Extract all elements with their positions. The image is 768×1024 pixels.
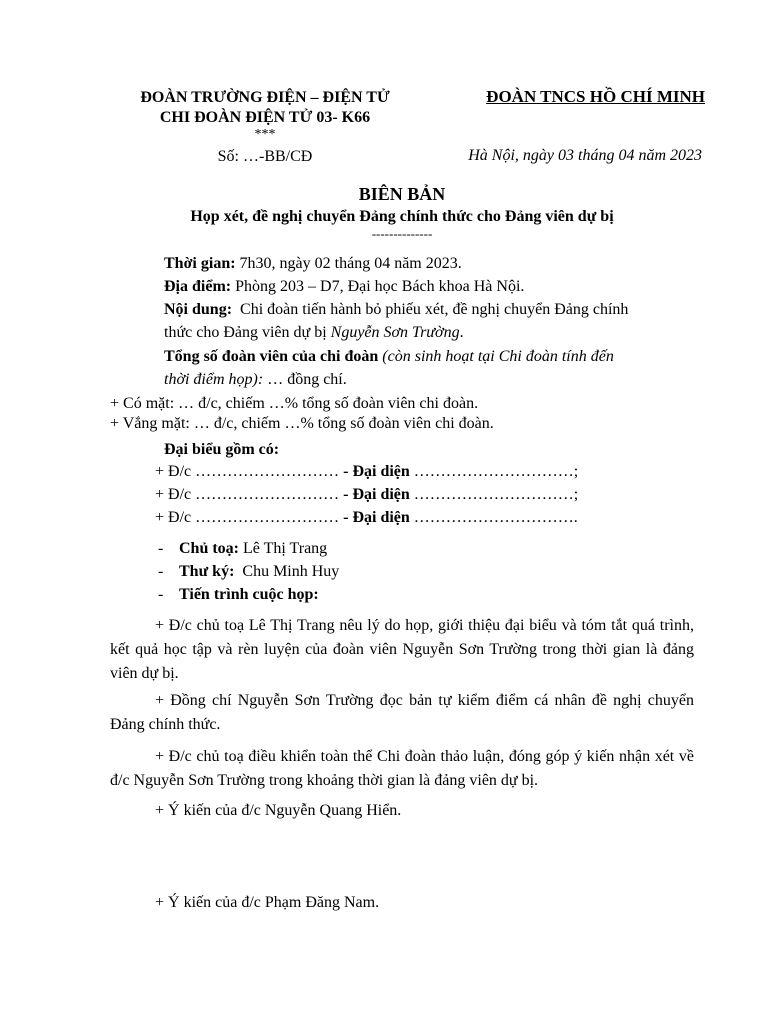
delegate-mid: - Đại diện [343, 486, 410, 503]
secretary-value: Chu Minh Huy [242, 563, 340, 580]
progress-label: Tiến trình cuộc họp: [179, 586, 319, 603]
total-note-1: (còn sinh hoạt tại Chi đoàn tính đến [382, 348, 614, 365]
place-date: Hà Nội, ngày 03 tháng 04 năm 2023 [468, 147, 702, 164]
chair-label: Chủ toạ: [179, 540, 240, 557]
content-label: Nội dung: [164, 301, 233, 318]
secretary-line [179, 562, 339, 581]
secretary-label: Thư ký: [179, 563, 235, 580]
total-line-1 [164, 347, 614, 366]
chair-line [179, 539, 327, 558]
delegate-row [155, 508, 578, 527]
content-line-1 [164, 300, 628, 319]
place-label: Địa điểm: [164, 278, 232, 295]
title-rule: -------------- [371, 226, 433, 241]
absent-line: + Vắng mặt: … đ/c, chiếm …% tổng số đoàn viên chi đoàn. [110, 415, 494, 432]
org-left-line-1: ĐOÀN TRƯỜNG ĐIỆN – ĐIỆN TỬ [140, 89, 390, 106]
total-value: … đồng chí. [267, 371, 347, 388]
delegate-prefix: + Đ/c ……………………… [155, 509, 344, 526]
place-line [164, 277, 524, 296]
doc-title: BIÊN BẢN [358, 184, 446, 204]
dash: - [158, 563, 164, 580]
org-left-line-2: CHI ĐOÀN ĐIỆN TỬ 03- K66 [159, 109, 371, 126]
body-paragraph-3 [110, 745, 694, 793]
time-line [164, 254, 462, 273]
delegate-row [155, 462, 578, 481]
total-note-2: thời điểm họp): [164, 371, 264, 388]
body-paragraph-1-text: + Đ/c chủ toạ Lê Thị Trang nêu lý do họp, giới thiệu đại biểu và tóm tắt quá trình, kết quả học tập và rèn luyện của đoàn viên Nguyễn Sơn Trường trong thời gian là đảng viên dự bị. [110, 617, 694, 682]
dash: - [158, 586, 164, 603]
org-right: ĐOÀN TNCS HỒ CHÍ MINH [486, 87, 705, 106]
content-value-1: Chi đoàn tiến hành bỏ phiếu xét, đề nghị chuyển Đảng chính [240, 301, 629, 318]
time-label: Thời gian: [164, 255, 236, 272]
body-paragraph-2-text: + Đồng chí Nguyễn Sơn Trường đọc bản tự kiểm điểm cá nhân đề nghị chuyển Đảng chính thức. [110, 692, 694, 733]
content-value-2: thức cho Đảng viên dự bị [164, 324, 327, 341]
total-label: Tổng số đoàn viên của chi đoàn [164, 348, 379, 365]
chair-value: Lê Thị Trang [243, 540, 328, 557]
body-paragraph-1 [110, 614, 694, 686]
body-paragraph-3-text: + Đ/c chủ toạ điều khiển toàn thể Chi đoàn thảo luận, đóng góp ý kiến nhận xét về đ/c Nguyễn Sơn Trường trong khoảng thời gian là đảng viên dự bị. [110, 748, 694, 789]
present-line: + Có mặt: … đ/c, chiếm …% tổng số đoàn viên chi đoàn. [110, 395, 479, 412]
doc-subtitle: Họp xét, đề nghị chuyển Đảng chính thức cho Đảng viên dự bị [190, 208, 614, 225]
dash: - [158, 540, 164, 557]
time-value: 7h30, ngày 02 tháng 04 năm 2023. [239, 255, 462, 272]
delegate-row [155, 485, 578, 504]
delegate-suffix: …………………………. [409, 509, 578, 526]
content-name: Nguyễn Sơn Trường [330, 324, 460, 341]
delegate-mid: - Đại diện [343, 463, 410, 480]
document-number: Số: …-BB/CĐ [217, 148, 313, 165]
delegate-suffix: …………………………; [409, 463, 579, 480]
body-paragraph-2 [110, 689, 694, 737]
content-end: . [459, 324, 464, 341]
content-line-2 [164, 323, 464, 342]
body-paragraph-5: + Ý kiến của đ/c Phạm Đăng Nam. [155, 894, 380, 911]
delegates-label: Đại biểu gồm có: [164, 441, 280, 458]
delegate-prefix: + Đ/c ……………………… [155, 486, 344, 503]
place-value: Phòng 203 – D7, Đại học Bách khoa Hà Nội. [235, 278, 525, 295]
body-paragraph-4: + Ý kiến của đ/c Nguyễn Quang Hiển. [155, 802, 402, 819]
delegate-suffix: …………………………; [409, 486, 579, 503]
header-stars: *** [254, 127, 276, 142]
delegate-mid: - Đại diện [343, 509, 410, 526]
total-line-2 [164, 370, 347, 389]
delegate-prefix: + Đ/c ……………………… [155, 463, 344, 480]
